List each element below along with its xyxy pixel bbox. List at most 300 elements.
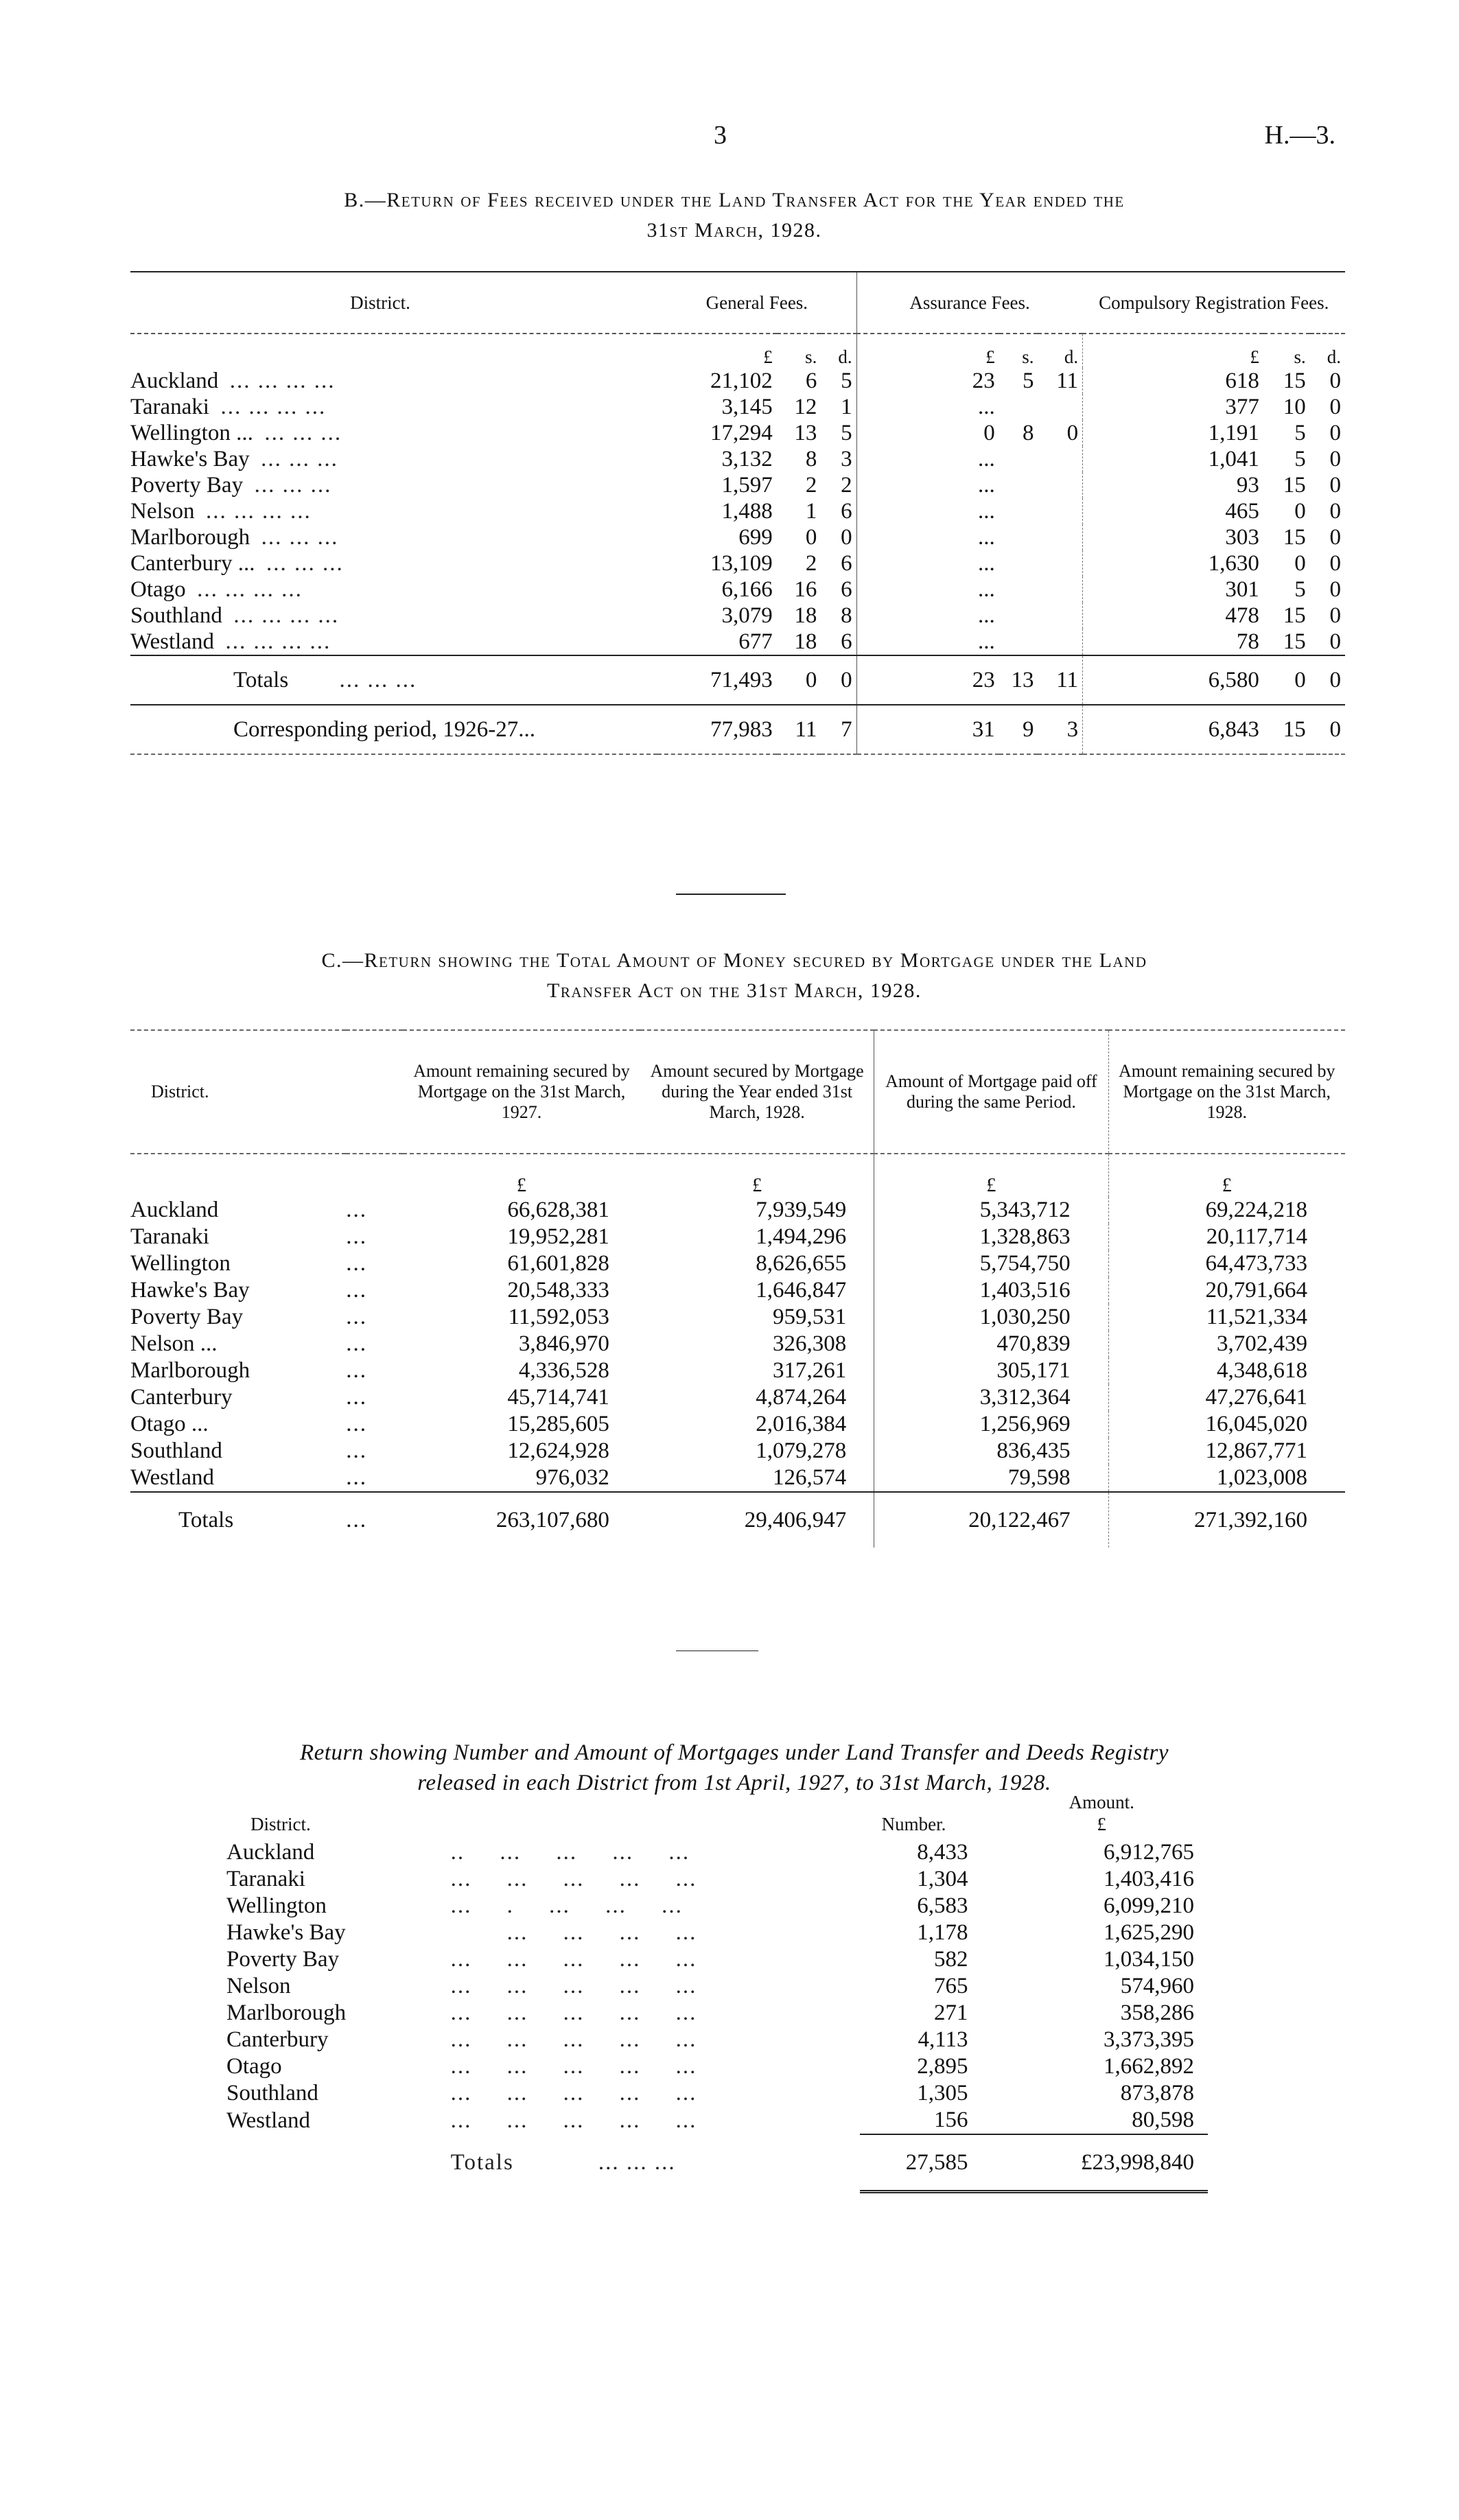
leader-dots: ... ... ... ... ...	[450, 2027, 697, 2052]
district-name: Southland	[226, 2081, 318, 2105]
table-row	[130, 394, 1345, 420]
leader-dots: ... ... ... ... ...	[450, 1974, 697, 1998]
district-name: Hawke's Bay	[130, 1278, 250, 1303]
district-cell	[130, 550, 657, 576]
district-name: Hawke's Bay	[130, 447, 250, 471]
district-cell	[130, 368, 657, 394]
mortgage-count: 156	[934, 2108, 968, 2132]
header-general-fees: General Fees.	[657, 272, 856, 334]
total-secured-during-year: 29,406,947	[640, 1492, 874, 1548]
general-pence: 6	[821, 629, 856, 655]
header-remaining-1928: Amount remaining secured by Mortgage on the 31st March, 1928.	[1108, 1030, 1345, 1154]
mortgage-amount: 1,662,892	[1104, 2054, 1194, 2079]
compulsory-pence: 0	[1329, 395, 1341, 419]
leader-dots: ...	[346, 1412, 367, 1436]
unit-pounds: £	[763, 347, 773, 367]
header-secured-during-year: Amount secured by Mortgage during the Year ended 31st March, 1928.	[650, 1061, 864, 1122]
secured-during-year: 1,079,278	[756, 1438, 847, 1463]
table-row	[130, 1438, 1345, 1465]
secured-during-year: 126,574	[773, 1465, 847, 1490]
total-compulsory-pounds: 6,580	[1083, 655, 1263, 705]
mortgage-count: 582	[934, 1947, 968, 1972]
general-pounds: 6,166	[721, 577, 773, 602]
section-d-title	[130, 1738, 1338, 1798]
table-row	[130, 1331, 1345, 1357]
district-name: Westland	[226, 2108, 310, 2133]
paid-off: 305,171	[874, 1357, 1108, 1384]
mortgage-count: 2,895	[917, 2054, 968, 2079]
remaining-1928: 64,473,733	[1108, 1250, 1345, 1277]
secured-during-year: 326,308	[773, 1331, 847, 1356]
table-row	[130, 524, 1345, 550]
general-shillings: 18	[794, 603, 817, 628]
header-amount	[968, 1791, 1208, 1839]
secured-during-year: 4,874,264	[756, 1385, 847, 1410]
table-row	[130, 1197, 1345, 1224]
general-shillings: 12	[794, 395, 817, 419]
table-row	[226, 1920, 1208, 1946]
assurance-shillings	[999, 550, 1038, 576]
district-name: Southland	[130, 603, 222, 628]
compulsory-pounds: 1,041	[1208, 447, 1259, 471]
totals-cell	[130, 655, 657, 705]
leader-dots: ... ... ...	[339, 667, 417, 692]
mortgage-totals-row	[130, 1492, 1345, 1548]
fees-corresponding-row	[130, 705, 1345, 754]
paid-off: 470,839	[874, 1331, 1108, 1357]
table-row	[130, 1277, 1345, 1304]
page-reference: H.—3.	[1264, 121, 1335, 150]
remaining-1927: 20,548,333	[507, 1278, 609, 1303]
district-name: Poverty Bay	[130, 473, 244, 498]
table-row	[226, 2107, 1208, 2134]
totals-label: Totals	[450, 2150, 514, 2175]
assurance-shillings	[999, 498, 1038, 524]
secured-during-year: 2,016,384	[756, 1412, 847, 1436]
district-name: Taranaki	[226, 1867, 305, 1891]
remaining-1928: 16,045,020	[1108, 1411, 1345, 1438]
general-pounds: 1,488	[721, 499, 773, 524]
corr-general-pence: 7	[821, 705, 856, 754]
remaining-1927: 19,952,281	[507, 1224, 609, 1249]
general-shillings: 13	[794, 421, 817, 445]
general-shillings: 8	[805, 447, 817, 471]
compulsory-pence: 0	[1329, 369, 1341, 393]
table-row	[130, 1384, 1345, 1411]
district-name: Southland	[130, 1438, 222, 1463]
district-name: Marlborough	[130, 1358, 250, 1383]
district-name: Auckland	[130, 369, 219, 393]
mortgage-amount: 358,286	[1120, 2000, 1194, 2025]
assurance-shillings: 8	[1022, 421, 1034, 445]
compulsory-shillings: 5	[1294, 577, 1306, 602]
secured-during-year: 7,939,549	[756, 1198, 847, 1222]
paid-off: 79,598	[874, 1465, 1108, 1492]
fees-units-row	[130, 334, 1345, 368]
compulsory-pence: 0	[1329, 629, 1341, 654]
remaining-1927: 12,624,928	[507, 1438, 609, 1463]
leader-dots: ... ... ... ...	[450, 1920, 697, 1945]
secured-during-year: 8,626,655	[756, 1251, 847, 1276]
assurance-pence	[1038, 603, 1082, 629]
assurance-pounds: 0	[983, 421, 995, 445]
assurance-shillings	[999, 629, 1038, 655]
compulsory-pounds: 377	[1225, 395, 1259, 419]
header-amount-unit: £	[1097, 1814, 1107, 1834]
district-name: Otago	[226, 2054, 282, 2079]
mortgage-amount: 3,373,395	[1104, 2027, 1194, 2052]
table-row	[130, 472, 1345, 498]
district-name: Auckland	[226, 1840, 315, 1865]
header-amount-label: Amount.	[1069, 1792, 1134, 1812]
assurance-pounds: ...	[977, 447, 995, 471]
remaining-1928: 20,791,664	[1108, 1277, 1345, 1304]
section-b-title-line1: B.—Return of Fees received under the Land Transfer Act for the Year ended the	[344, 189, 1125, 211]
secured-during-year: 1,646,847	[756, 1278, 847, 1303]
paid-off: 1,328,863	[874, 1224, 1108, 1250]
compulsory-shillings: 5	[1294, 421, 1306, 445]
section-d-title-line1: Return showing Number and Amount of Mortgages under Land Transfer and Deeds Registry	[299, 1740, 1169, 1765]
assurance-pence	[1038, 498, 1082, 524]
unit-pence: d.	[1038, 334, 1082, 368]
district-name: Otago	[130, 577, 186, 602]
table-row	[226, 2080, 1208, 2107]
district-name: Otago ...	[130, 1412, 209, 1436]
leader-dots: ...	[346, 1224, 367, 1249]
table-row	[130, 603, 1345, 629]
header-number: Number.	[881, 1814, 946, 1834]
header-district: District.	[350, 292, 410, 313]
paid-off: 3,312,364	[874, 1384, 1108, 1411]
general-shillings: 2	[805, 473, 817, 498]
table-row	[226, 1866, 1208, 1893]
table-row	[130, 420, 1345, 446]
district-cell	[130, 524, 657, 550]
mortgages-released-table	[226, 1791, 1208, 2193]
table-row	[130, 550, 1345, 576]
district-name: Nelson	[130, 499, 195, 524]
compulsory-shillings: 15	[1283, 369, 1306, 393]
compulsory-pence: 0	[1329, 499, 1341, 524]
leader-dots: ...	[346, 1492, 403, 1548]
mortgage-count: 271	[934, 2000, 968, 2025]
assurance-pence	[1038, 394, 1082, 420]
remaining-1927: 45,714,741	[507, 1385, 609, 1410]
compulsory-pounds: 301	[1225, 577, 1259, 602]
corr-compulsory-pounds: 6,843	[1083, 705, 1263, 754]
remaining-1927: 15,285,605	[507, 1412, 609, 1436]
mortgage-amount: 6,912,765	[1104, 1840, 1194, 1865]
assurance-shillings	[999, 394, 1038, 420]
table-row	[130, 368, 1345, 394]
mortgage-amount: 1,034,150	[1104, 1947, 1194, 1972]
corresponding-label: Corresponding period, 1926-27...	[130, 705, 657, 754]
total-number: 27,585	[860, 2134, 968, 2192]
district-cell	[130, 629, 657, 655]
mortgage-table-header	[130, 1030, 1345, 1154]
mortgage-count: 4,113	[918, 2027, 968, 2052]
corr-assurance-shillings: 9	[999, 705, 1038, 754]
general-pence: 1	[821, 394, 856, 420]
district-name: Hawke's Bay	[226, 1920, 346, 1945]
totals-cell	[451, 2134, 860, 2192]
compulsory-pounds: 1,630	[1208, 551, 1259, 576]
remaining-1928: 20,117,714	[1108, 1224, 1345, 1250]
remaining-1928: 12,867,771	[1108, 1438, 1345, 1465]
assurance-pounds: ...	[977, 577, 995, 602]
remaining-1927: 61,601,828	[507, 1251, 609, 1276]
district-name: Taranaki	[130, 395, 209, 419]
fees-table	[130, 271, 1345, 755]
total-amount: £23,998,840	[968, 2134, 1208, 2192]
table-row	[226, 1839, 1208, 1866]
remaining-1927: 11,592,053	[508, 1305, 609, 1329]
header-compulsory-fees: Compulsory Registration Fees.	[1099, 292, 1329, 313]
general-pence: 6	[821, 550, 856, 576]
leader-dots: ... ... ... ... ...	[450, 2081, 697, 2105]
unit-pounds: £	[752, 1175, 762, 1196]
mortgage-amount: 574,960	[1120, 1974, 1194, 1998]
compulsory-pounds: 478	[1225, 603, 1259, 628]
mortgage-amount: 873,878	[1120, 2081, 1194, 2105]
leader-dots: ...	[346, 1198, 367, 1222]
section-c-title	[130, 946, 1338, 1006]
general-shillings: 18	[794, 629, 817, 654]
table-row	[130, 1411, 1345, 1438]
assurance-shillings	[999, 603, 1038, 629]
unit-pounds: £	[1108, 1154, 1345, 1197]
table-row	[130, 1224, 1345, 1250]
table-row	[226, 1973, 1208, 2000]
district-name: Canterbury	[130, 1385, 233, 1410]
mortgage-count: 6,583	[917, 1893, 968, 1918]
secured-during-year: 317,261	[773, 1358, 847, 1383]
compulsory-pounds: 465	[1225, 499, 1259, 524]
general-pence: 5	[821, 420, 856, 446]
mortgage-amount: 1,625,290	[1104, 1920, 1194, 1945]
assurance-pence	[1038, 550, 1082, 576]
leader-dots: ... ... ... ...	[229, 369, 336, 393]
total-assurance-pence: 11	[1038, 655, 1082, 705]
assurance-pounds: ...	[977, 629, 995, 654]
district-name: Westland	[130, 629, 214, 654]
paid-off: 1,030,250	[874, 1304, 1108, 1331]
leader-dots: ... ... ... ...	[220, 395, 327, 419]
leader-dots: ... ... ...	[598, 2150, 676, 2175]
district-cell	[130, 472, 657, 498]
district-name: Nelson ...	[130, 1331, 218, 1356]
leader-dots: ... ... ...	[261, 525, 339, 550]
assurance-shillings	[999, 576, 1038, 603]
remaining-1928: 69,224,218	[1108, 1197, 1345, 1224]
unit-shillings: s.	[1022, 347, 1034, 367]
section-divider	[676, 1650, 758, 1651]
general-pounds: 3,145	[721, 395, 773, 419]
paid-off: 1,403,516	[874, 1277, 1108, 1304]
leader-dots: ... ... ... ...	[233, 603, 340, 628]
assurance-pence	[1038, 629, 1082, 655]
table-row	[130, 1250, 1345, 1277]
assurance-pounds: ...	[977, 395, 995, 419]
total-remaining-1928: 271,392,160	[1108, 1492, 1345, 1548]
corr-compulsory-shillings: 15	[1263, 705, 1310, 754]
leader-dots: ... ... ...	[254, 473, 332, 498]
section-c-title-line2: Transfer Act on the 31st March, 1928.	[547, 979, 922, 1002]
district-cell	[130, 394, 657, 420]
remaining-1928: 47,276,641	[1108, 1384, 1345, 1411]
header-district: District.	[151, 1082, 209, 1101]
remaining-1928: 1,023,008	[1108, 1465, 1345, 1492]
leader-dots: ... ... ... ... ...	[450, 2108, 697, 2133]
district-name: Wellington ...	[130, 421, 253, 445]
compulsory-shillings: 5	[1294, 447, 1306, 471]
compulsory-pounds: 93	[1236, 473, 1259, 498]
section-b-title-line2: 31st March, 1928.	[646, 219, 822, 242]
totals-label: Totals	[233, 667, 289, 692]
remaining-1928: 4,348,618	[1108, 1357, 1345, 1384]
total-remaining-1927: 263,107,680	[403, 1492, 640, 1548]
assurance-pence	[1038, 576, 1082, 603]
assurance-pence	[1038, 524, 1082, 550]
unit-pounds: £	[1250, 347, 1259, 367]
assurance-pounds: ...	[977, 473, 995, 498]
compulsory-pounds: 1,191	[1208, 421, 1259, 445]
section-c-title-line1: C.—Return showing the Total Amount of Money secured by Mortgage under the Land	[321, 949, 1147, 972]
header-paid-off: Amount of Mortgage paid off during the same Period.	[874, 1030, 1108, 1154]
district-name: Canterbury ...	[130, 551, 255, 576]
district-name: Marlborough	[130, 525, 250, 550]
compulsory-pence: 0	[1329, 525, 1341, 550]
general-pounds: 3,079	[721, 603, 773, 628]
table-row	[130, 629, 1345, 655]
total-compulsory-pence: 0	[1310, 655, 1345, 705]
assurance-pounds: ...	[977, 499, 995, 524]
district-name: Marlborough	[226, 2000, 347, 2025]
assurance-pence	[1038, 472, 1082, 498]
leader-dots: ...	[346, 1331, 367, 1356]
district-name: Canterbury	[226, 2027, 329, 2052]
corr-assurance-pence: 3	[1038, 705, 1082, 754]
district-name: Wellington	[130, 1251, 231, 1276]
total-general-pounds: 71,493	[657, 655, 777, 705]
remaining-1927: 976,032	[535, 1465, 609, 1490]
general-shillings: 2	[805, 551, 817, 576]
leader-dots: ...	[346, 1278, 367, 1303]
assurance-pence	[1038, 446, 1082, 472]
compulsory-shillings: 15	[1283, 629, 1306, 654]
assurance-shillings	[999, 524, 1038, 550]
fees-totals-row	[130, 655, 1345, 705]
paid-off: 836,435	[874, 1438, 1108, 1465]
paid-off: 1,256,969	[874, 1411, 1108, 1438]
total-assurance-pounds: 23	[856, 655, 999, 705]
compulsory-shillings: 15	[1283, 473, 1306, 498]
leader-dots: ... ... ... ...	[197, 577, 303, 602]
header-assurance-fees: Assurance Fees.	[909, 292, 1030, 313]
mortgage-amount: 1,403,416	[1104, 1867, 1194, 1891]
section-d-title-line2: released in each District from 1st April, 1927, to 31st March, 1928.	[417, 1771, 1051, 1795]
district-name: Westland	[130, 1465, 214, 1490]
paid-off: 5,754,750	[874, 1250, 1108, 1277]
leader-dots: ...	[346, 1358, 367, 1383]
total-general-pence: 0	[821, 655, 856, 705]
total-paid-off: 20,122,467	[874, 1492, 1108, 1548]
section-b-title	[130, 185, 1338, 246]
district-name: Nelson	[226, 1974, 291, 1998]
assurance-pounds: ...	[977, 525, 995, 550]
general-pence: 2	[821, 472, 856, 498]
general-shillings: 1	[805, 499, 817, 524]
unit-shillings: s.	[805, 347, 817, 367]
general-pounds: 699	[738, 525, 773, 550]
district-name: Poverty Bay	[226, 1947, 340, 1972]
table-row	[130, 446, 1345, 472]
assurance-shillings: 5	[1022, 369, 1034, 393]
section-divider	[676, 894, 786, 895]
general-pounds: 13,109	[710, 551, 773, 576]
leader-dots: ... ... ...	[261, 447, 338, 471]
assurance-shillings	[999, 472, 1038, 498]
unit-shillings: s.	[1294, 347, 1306, 367]
general-shillings: 6	[805, 369, 817, 393]
remaining-1927: 66,628,381	[507, 1198, 609, 1222]
general-pence: 0	[821, 524, 856, 550]
general-pounds: 3,132	[721, 447, 773, 471]
compulsory-pence: 0	[1329, 421, 1341, 445]
district-cell	[130, 498, 657, 524]
released-totals-row	[226, 2134, 1208, 2192]
remaining-1928: 11,521,334	[1108, 1304, 1345, 1331]
remaining-1927: 3,846,970	[518, 1331, 609, 1356]
general-pence: 8	[821, 603, 856, 629]
table-row	[226, 2027, 1208, 2053]
table-row	[130, 498, 1345, 524]
table-row	[130, 1304, 1345, 1331]
released-table-header	[226, 1791, 1208, 1839]
leader-dots: .. ... ... ... ...	[450, 1840, 690, 1865]
compulsory-pence: 0	[1329, 473, 1341, 498]
mortgage-count: 1,305	[917, 2081, 968, 2105]
table-row	[226, 1893, 1208, 1920]
compulsory-shillings: 0	[1294, 551, 1306, 576]
unit-pounds: £	[517, 1175, 527, 1196]
unit-pounds: £	[985, 347, 995, 367]
compulsory-pounds: 618	[1225, 369, 1259, 393]
compulsory-pence: 0	[1329, 603, 1341, 628]
corr-assurance-pounds: 31	[856, 705, 999, 754]
mortgage-amount: 80,598	[1132, 2108, 1194, 2132]
compulsory-shillings: 15	[1283, 603, 1306, 628]
district-name: Poverty Bay	[130, 1305, 244, 1329]
district-name: Auckland	[130, 1198, 219, 1222]
district-name: Wellington	[226, 1893, 327, 1918]
leader-dots: ...	[346, 1438, 367, 1463]
compulsory-shillings: 10	[1283, 395, 1306, 419]
general-pence: 6	[821, 498, 856, 524]
assurance-pence: 0	[1038, 420, 1082, 446]
compulsory-pounds: 303	[1225, 525, 1259, 550]
secured-during-year: 1,494,296	[756, 1224, 847, 1249]
remaining-1928: 3,702,439	[1108, 1331, 1345, 1357]
general-pounds: 1,597	[721, 473, 773, 498]
district-cell	[130, 446, 657, 472]
leader-dots: ...	[346, 1251, 367, 1276]
total-general-shillings: 0	[777, 655, 821, 705]
unit-pence: d.	[821, 334, 856, 368]
total-assurance-shillings: 13	[999, 655, 1038, 705]
leader-dots: ... ... ... ... ...	[450, 2054, 697, 2079]
table-row	[130, 1357, 1345, 1384]
